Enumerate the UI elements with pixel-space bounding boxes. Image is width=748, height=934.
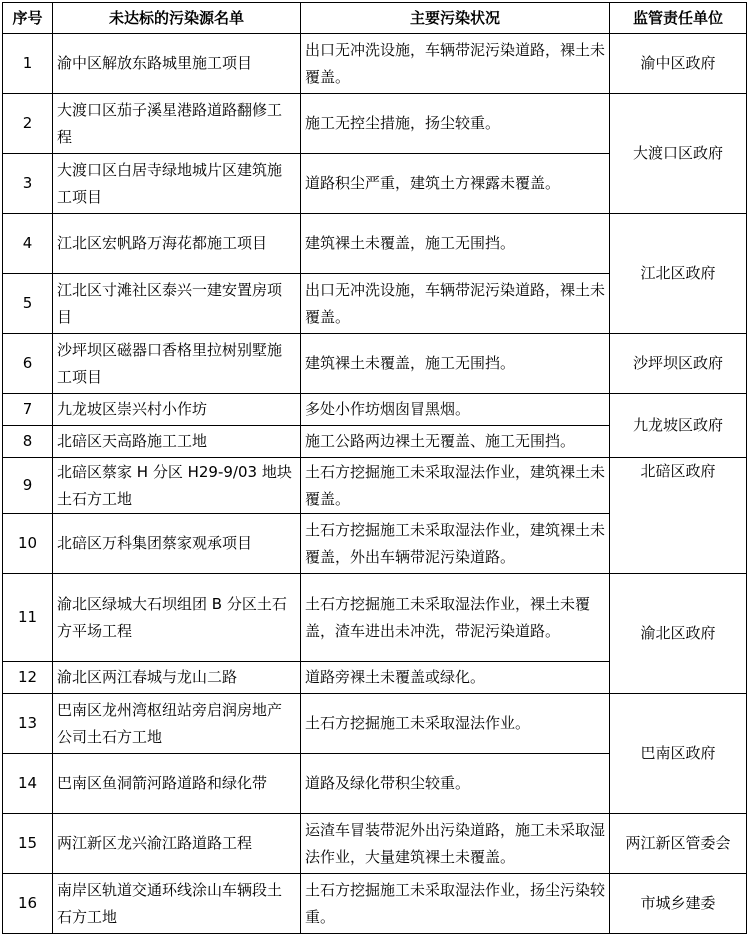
row-unit: 巴南区政府	[610, 694, 747, 814]
table-row	[3, 458, 747, 514]
row-no: 7	[3, 394, 53, 426]
table-row	[3, 814, 747, 874]
header-row	[3, 3, 747, 34]
row-source: 北碚区蔡家 H 分区 H29-9/03 地块土石方工地	[53, 458, 301, 514]
row-status: 出口无冲洗设施，车辆带泥污染道路，裸土未覆盖。	[301, 274, 610, 334]
row-source: 北碚区天高路施工工地	[53, 426, 301, 458]
row-source: 大渡口区茄子溪星港路道路翻修工程	[53, 94, 301, 154]
header-source: 未达标的污染源名单	[53, 3, 301, 34]
row-source: 江北区寸滩社区泰兴一建安置房项目	[53, 274, 301, 334]
row-source: 南岸区轨道交通环线涂山车辆段土石方工地	[53, 874, 301, 934]
header-no: 序号	[3, 3, 53, 34]
row-no: 12	[3, 662, 53, 694]
row-status: 道路积尘严重，建筑土方裸露未覆盖。	[301, 154, 610, 214]
row-source: 巴南区龙州湾枢纽站旁启润房地产公司土石方工地	[53, 694, 301, 754]
row-no: 5	[3, 274, 53, 334]
row-status: 建筑裸土未覆盖，施工无围挡。	[301, 334, 610, 394]
row-no: 3	[3, 154, 53, 214]
row-source: 巴南区鱼洞箭河路道路和绿化带	[53, 754, 301, 814]
row-unit: 北碚区政府	[610, 458, 747, 574]
row-source: 沙坪坝区磁器口香格里拉树别墅施工项目	[53, 334, 301, 394]
table-row	[3, 394, 747, 426]
pollution-source-table	[2, 2, 747, 934]
header-unit: 监管责任单位	[610, 3, 747, 34]
row-no: 13	[3, 694, 53, 754]
table-row	[3, 334, 747, 394]
row-source: 渝中区解放东路城里施工项目	[53, 34, 301, 94]
row-status: 运渣车冒装带泥外出污染道路，施工未采取湿法作业，大量建筑裸土未覆盖。	[301, 814, 610, 874]
table-row	[3, 874, 747, 934]
row-status: 出口无冲洗设施，车辆带泥污染道路，裸土未覆盖。	[301, 34, 610, 94]
row-unit: 大渡口区政府	[610, 94, 747, 214]
table-row	[3, 34, 747, 94]
row-no: 15	[3, 814, 53, 874]
row-status: 土石方挖掘施工未采取湿法作业。	[301, 694, 610, 754]
row-no: 6	[3, 334, 53, 394]
row-source: 北碚区万科集团蔡家观承项目	[53, 514, 301, 574]
row-status: 土石方挖掘施工未采取湿法作业，扬尘污染较重。	[301, 874, 610, 934]
row-no: 11	[3, 574, 53, 662]
row-unit: 沙坪坝区政府	[610, 334, 747, 394]
row-status: 施工公路两边裸土无覆盖、施工无围挡。	[301, 426, 610, 458]
row-unit: 九龙坡区政府	[610, 394, 747, 458]
row-status: 施工无控尘措施，扬尘较重。	[301, 94, 610, 154]
row-status: 土石方挖掘施工未采取湿法作业，裸土未覆盖，渣车进出未冲洗，带泥污染道路。	[301, 574, 610, 662]
row-unit: 渝中区政府	[610, 34, 747, 94]
row-source: 大渡口区白居寺绿地城片区建筑施工项目	[53, 154, 301, 214]
row-no: 2	[3, 94, 53, 154]
row-source: 九龙坡区崇兴村小作坊	[53, 394, 301, 426]
row-no: 14	[3, 754, 53, 814]
row-no: 1	[3, 34, 53, 94]
row-source: 渝北区绿城大石坝组团 B 分区土石方平场工程	[53, 574, 301, 662]
table-row	[3, 574, 747, 662]
row-status: 多处小作坊烟囱冒黑烟。	[301, 394, 610, 426]
row-source: 江北区宏帆路万海花都施工项目	[53, 214, 301, 274]
row-status: 道路旁裸土未覆盖或绿化。	[301, 662, 610, 694]
row-no: 8	[3, 426, 53, 458]
row-unit: 江北区政府	[610, 214, 747, 334]
row-source: 渝北区两江春城与龙山二路	[53, 662, 301, 694]
row-unit: 两江新区管委会	[610, 814, 747, 874]
row-status: 道路及绿化带积尘较重。	[301, 754, 610, 814]
row-unit: 渝北区政府	[610, 574, 747, 694]
row-no: 9	[3, 458, 53, 514]
row-unit: 市城乡建委	[610, 874, 747, 934]
row-status: 土石方挖掘施工未采取湿法作业，建筑裸土未覆盖。	[301, 458, 610, 514]
table-row	[3, 214, 747, 274]
table-row	[3, 94, 747, 154]
header-status: 主要污染状况	[301, 3, 610, 34]
row-status: 土石方挖掘施工未采取湿法作业，建筑裸土未覆盖，外出车辆带泥污染道路。	[301, 514, 610, 574]
row-no: 10	[3, 514, 53, 574]
table-row	[3, 694, 747, 754]
row-source: 两江新区龙兴渝江路道路工程	[53, 814, 301, 874]
row-no: 16	[3, 874, 53, 934]
row-no: 4	[3, 214, 53, 274]
row-status: 建筑裸土未覆盖，施工无围挡。	[301, 214, 610, 274]
